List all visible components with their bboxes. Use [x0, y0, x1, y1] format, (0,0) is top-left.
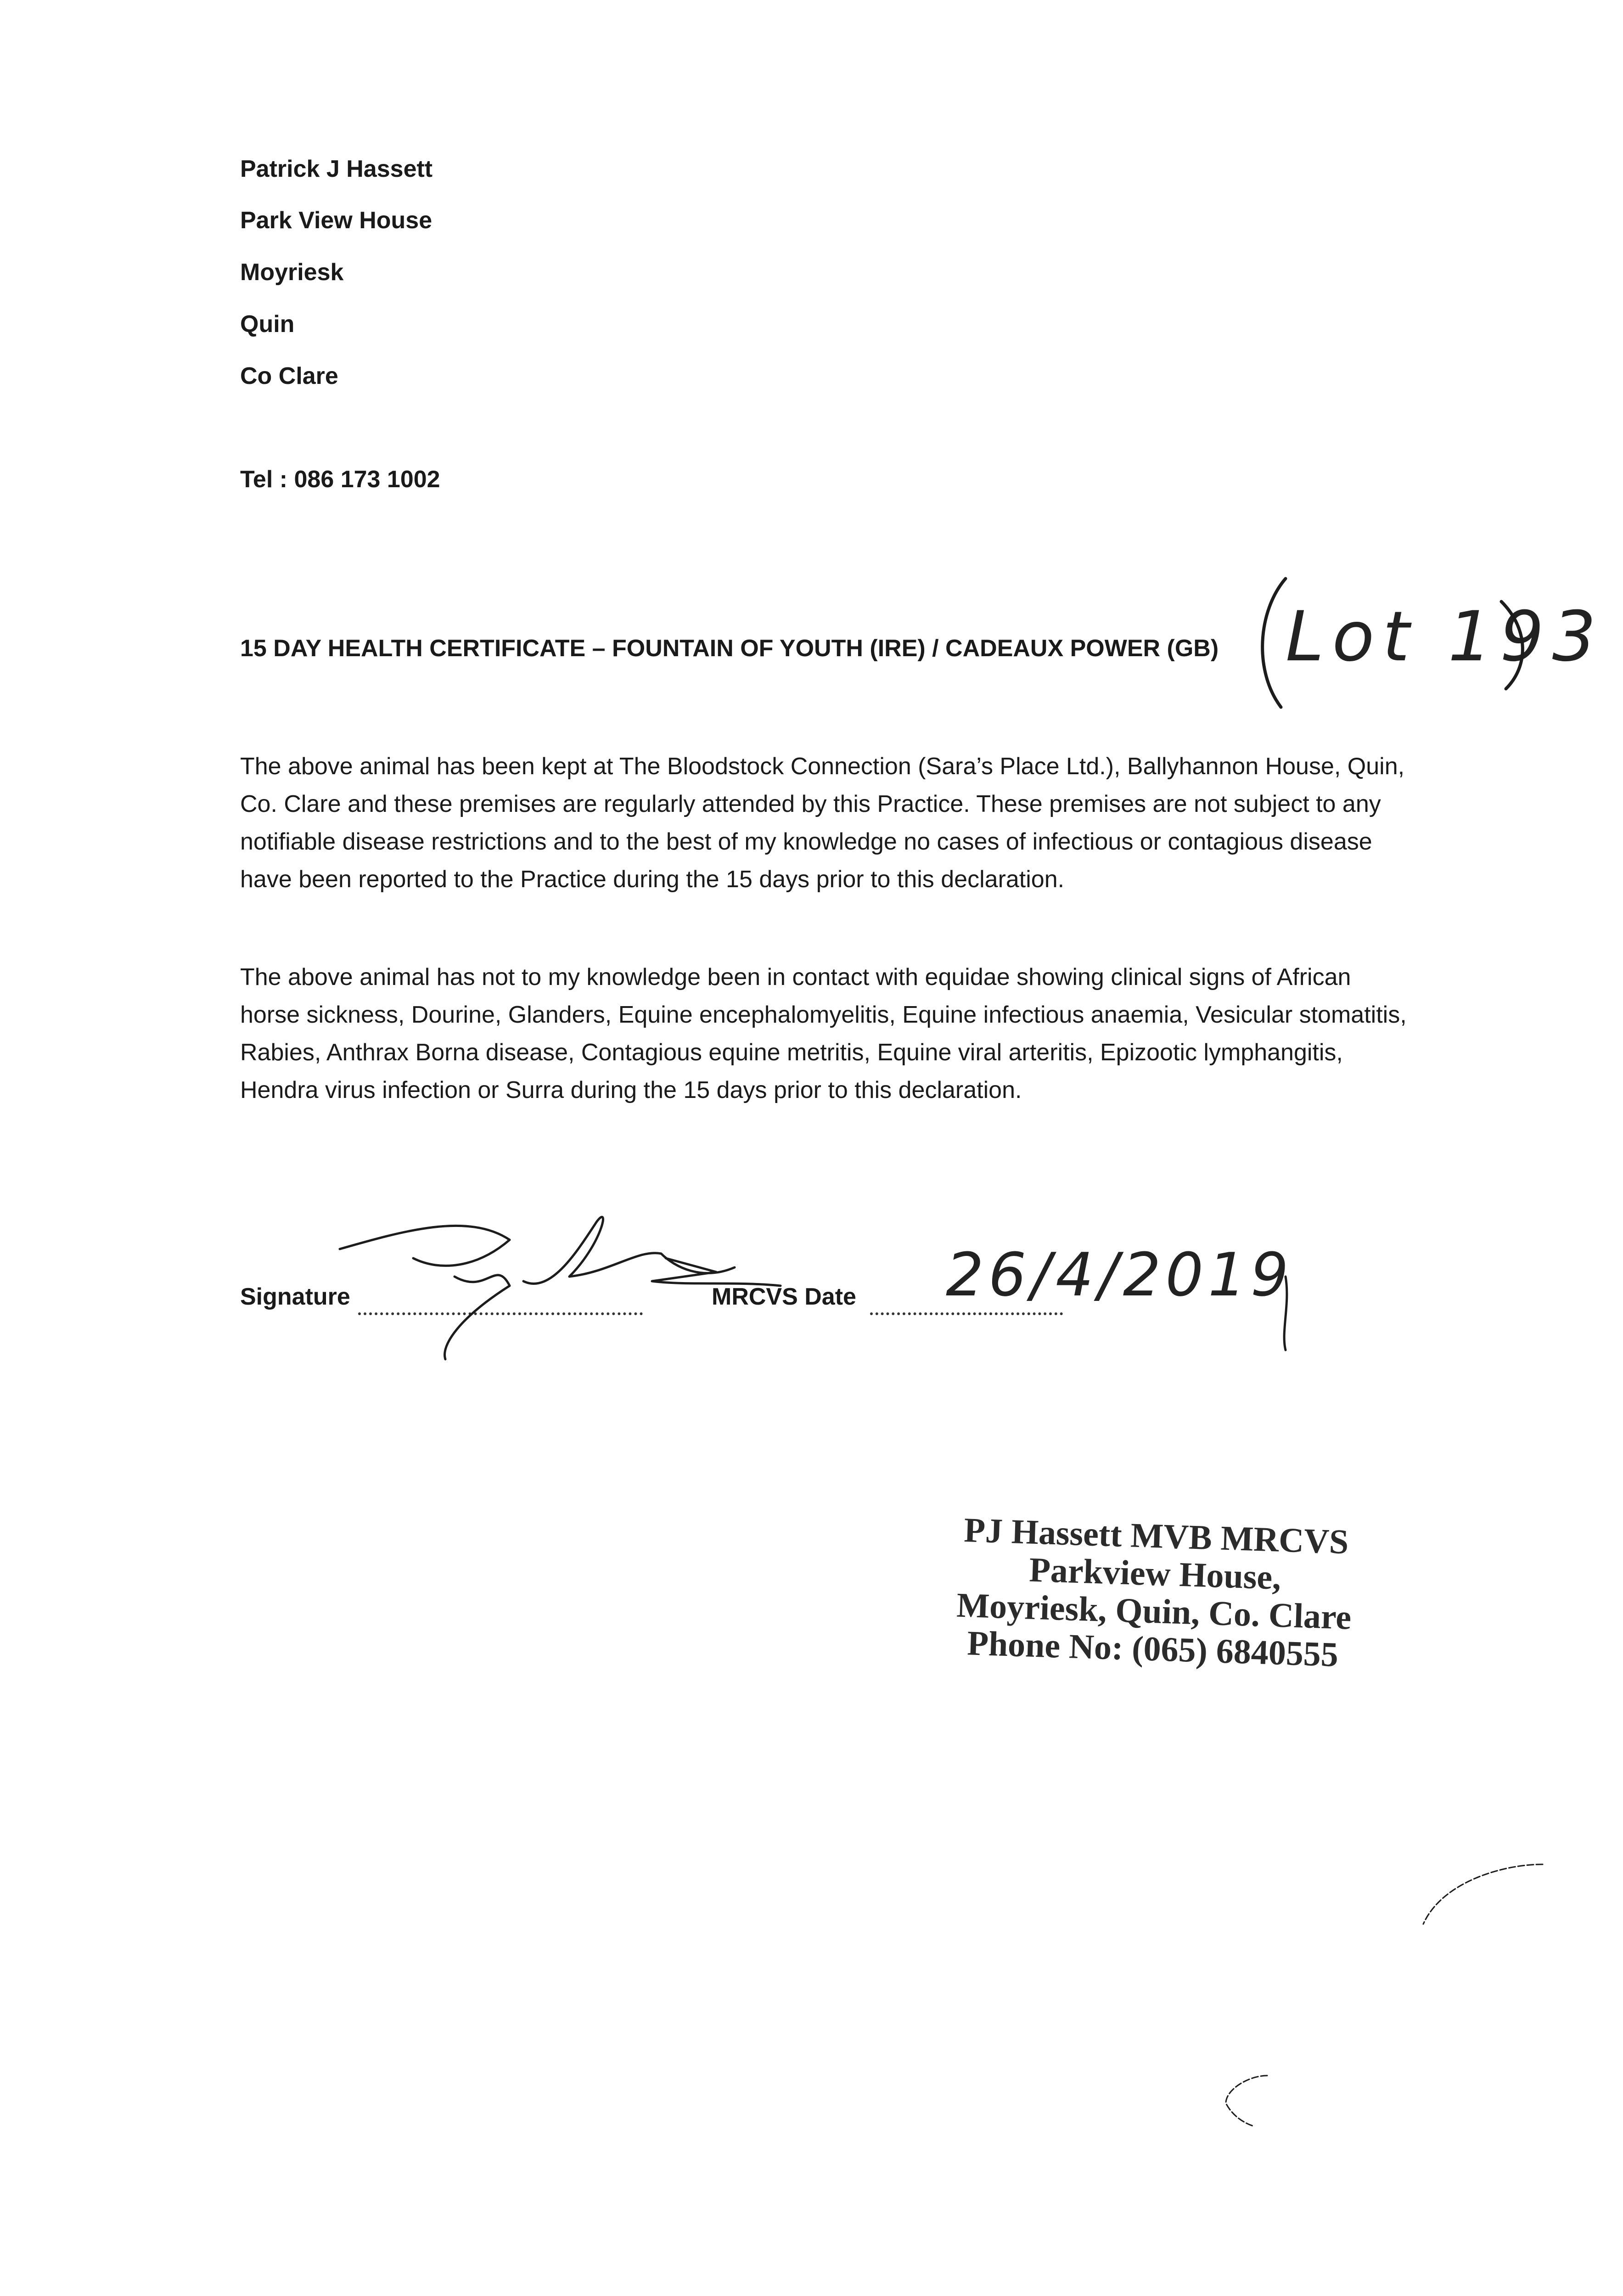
paragraph-disease-contact: The above animal has not to my knowledge been in contact with equidae showing clinical signs of African horse sickness, Dourine, Glanders, Equine encephalomyelitis, Equine infectious anaemia, Vesicular stomatitis, Rabies, Anthrax Borna disease, Contagious equine metritis, Equine viral arteritis, Epizootic lymphangitis, Hendra virus infection or Surra during the 15 days prior to this declaration. — [240, 964, 1407, 1103]
stray-pen-mark-2 — [1226, 2076, 1267, 2126]
signature-dotted-line — [358, 1310, 643, 1315]
mrcvs-date-label: MRCVS Date — [712, 1283, 856, 1310]
date-dotted-line — [870, 1310, 1063, 1315]
stamp-line-2: Parkview House, — [1028, 1550, 1282, 1597]
signature-label: Signature — [240, 1283, 350, 1310]
sender-address-line-1: Park View House — [240, 207, 432, 234]
sender-address-line-3: Quin — [240, 311, 295, 338]
handwritten-date: 26/4/2019 — [946, 1240, 1293, 1310]
sender-telephone: Tel : 086 173 1002 — [240, 466, 440, 493]
stamp-line-1: PJ Hassett MVB MRCVS — [963, 1510, 1349, 1562]
practice-stamp — [946, 1511, 1364, 1674]
sender-address-line-4: Co Clare — [240, 363, 338, 389]
sender-address-line-2: Moyriesk — [240, 259, 344, 286]
sender-name: Patrick J Hassett — [240, 156, 433, 182]
stamp-line-3: Moyriesk, Quin, Co. Clare — [956, 1586, 1352, 1637]
lot-open-paren-mark — [1263, 579, 1286, 707]
stamp-line-4: Phone No: (065) 6840555 — [966, 1624, 1339, 1674]
stray-pen-mark-1 — [1423, 1864, 1543, 1924]
certificate-title: 15 DAY HEALTH CERTIFICATE – FOUNTAIN OF YOUTH (IRE) / CADEAUX POWER (GB) — [240, 635, 1219, 662]
paragraph-premises: The above animal has been kept at The Bloodstock Connection (Sara’s Place Ltd.), Ballyhannon House, Quin, Co. Clare and these premises are regularly attended by this Practice. These premises are not subject to any notifiable disease restrictions and to the best of my knowledge no cases of infectious or contagious disease have been reported to the Practice during the 15 days prior to this declaration. — [240, 753, 1405, 893]
handwritten-lot-number: Lot 193 — [1286, 597, 1605, 677]
